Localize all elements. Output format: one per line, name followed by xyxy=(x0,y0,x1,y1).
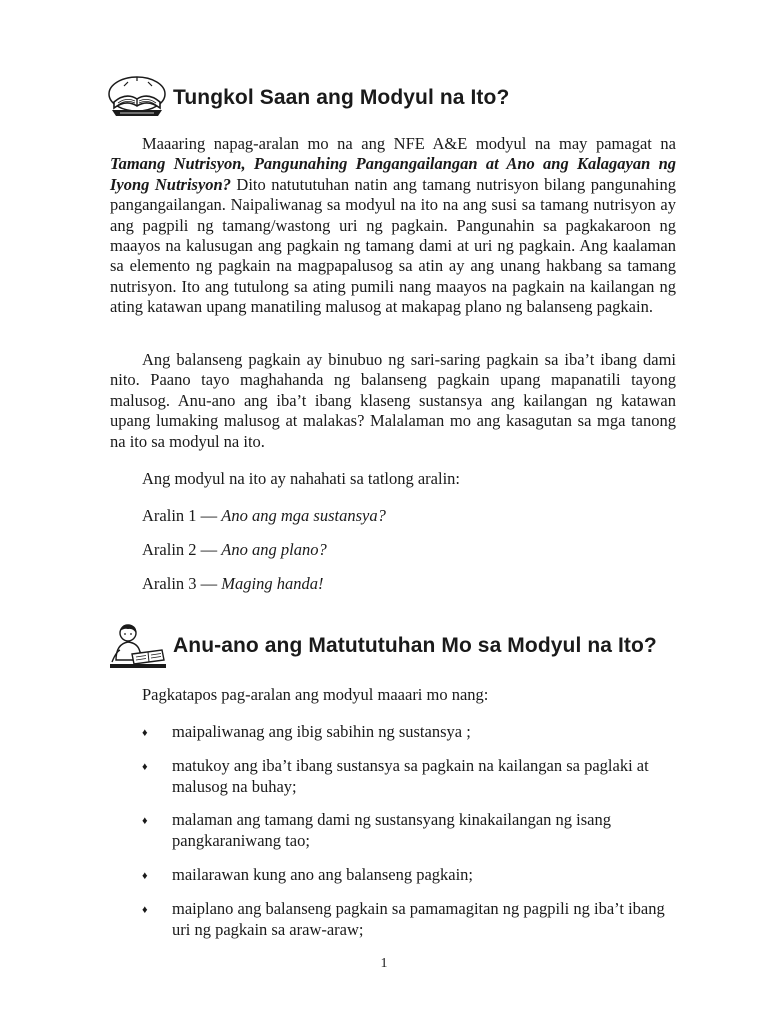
lesson-label: Aralin 2 — xyxy=(142,540,218,559)
list-item xyxy=(142,899,682,941)
intro-text: Maaaring napag-aralan mo na ang NFE A&E modyul na may pamagat na xyxy=(142,134,676,153)
diamond-bullet-icon: ♦ xyxy=(142,760,148,773)
list-item xyxy=(142,722,682,743)
intro-rest-text: Dito natututuhan natin ang tamang nutrisyon bilang pangunahing pangangailangan. Naipaliwanag sa modyul na ito na ang susi sa tamang nutrisyon ay ang pagpili ng tamang/wastong uri ng pagkain. Pangunahin sa pagkakaroon ng maayos na kalusugan ang pagkain ng tamang dami at uri ng pagkain. Ang kaalaman sa elemento ng pagkain na magpapalusog sa atin ay ang unang hakbang sa tamang nutrisyon. Ito ang tutulong sa ating pumili nang maayos na pagkain na kailangan ng ating katawan upang manatiling malusog at makapag plano ng balanseng pagkain. xyxy=(110,174,676,317)
objective-text: matukoy ang iba’t ibang sustansya sa pagkain na kailangan sa paglaki at malusog na buhay; xyxy=(172,755,649,796)
previous-module-title: Tamang Nutrisyon, Pangunahing Pangangailangan at Ano ang Kalagayan ng Iyong Nutrisyon? xyxy=(110,154,676,194)
objectives-intro: Pagkatapos pag-aralan ang modyul maaari mo nang: xyxy=(142,685,489,704)
lesson-title: Ano ang mga sustansya? xyxy=(221,506,386,525)
lesson-title: Maging handa! xyxy=(221,574,324,593)
section-title-objectives: Anu-ano ang Matututuhan Mo sa Modyul na Ito? xyxy=(173,634,657,657)
section-title-about: Tungkol Saan ang Modyul na Ito? xyxy=(173,86,510,109)
lesson-3 xyxy=(142,574,323,594)
list-item xyxy=(142,865,682,886)
lessons-intro: Ang modyul na ito ay nahahati sa tatlong aralin: xyxy=(142,469,461,488)
objective-text: maiplano ang balanseng pagkain sa pamamagitan ng pagpili ng iba’t ibang uri ng pagkain sa araw-araw; xyxy=(172,898,665,939)
objectives-list xyxy=(142,722,682,953)
diamond-bullet-icon: ♦ xyxy=(142,815,148,828)
lesson-title: Ano ang plano? xyxy=(221,540,327,559)
diamond-bullet-icon: ♦ xyxy=(142,903,148,916)
diamond-bullet-icon: ♦ xyxy=(142,727,148,739)
lesson-label: Aralin 1 — xyxy=(142,506,218,525)
list-item xyxy=(142,756,682,798)
section-heading-about xyxy=(106,72,509,124)
lesson-label: Aralin 3 — xyxy=(142,574,218,593)
objective-text: malaman ang tamang dami ng sustansyang kinakailangan ng isang pangkaraniwang tao; xyxy=(172,810,611,851)
student-reading-icon xyxy=(106,620,168,672)
diamond-bullet-icon: ♦ xyxy=(142,869,148,882)
balanced-meal-text: Ang balanseng pagkain ay binubuo ng sari-saring pagkain sa iba’t ibang dami nito. Paano tayo maghahanda ng balanseng pagkain upang mapanatili tayong malusog. Anu-ano ang iba’t ibang klaseng sustansya ang kailangan ng katawan upang lumaking malusog at malakas? Malalaman mo ang kasagutan sa mga tanong na ito sa modyul na ito. xyxy=(110,350,676,451)
objective-text: mailarawan kung ano ang balanseng pagkain; xyxy=(172,864,474,884)
open-book-icon xyxy=(106,72,168,124)
list-item xyxy=(142,810,682,852)
lesson-2 xyxy=(142,540,327,560)
section-heading-objectives xyxy=(106,620,657,672)
objective-text: maipaliwanag ang ibig sabihin ng sustansya ; xyxy=(172,722,471,741)
page-number: 1 xyxy=(380,956,388,971)
intro-paragraph xyxy=(110,134,676,318)
lesson-1 xyxy=(142,506,386,526)
balanced-meal-paragraph xyxy=(110,350,676,452)
